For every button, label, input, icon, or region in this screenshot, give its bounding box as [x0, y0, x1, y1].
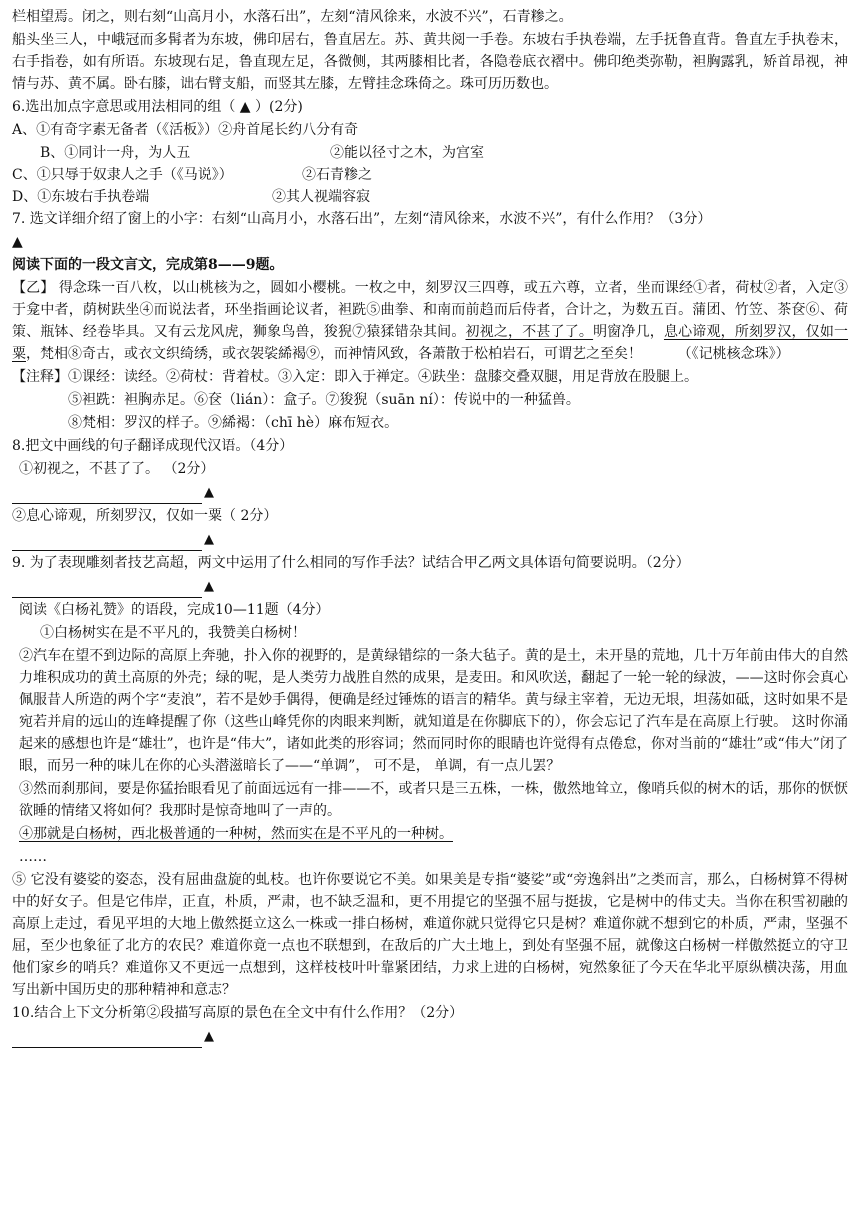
- underlined-sentence-3: ④那就是白杨树，西北极普通的一种树，然而实在是不平凡的一种树。: [19, 826, 453, 842]
- annotation-line-3: ⑧梵相：罗汉的样子。⑨絺褐：（chī hè）麻布短衣。: [68, 415, 399, 431]
- answer-blank[interactable]: [12, 489, 202, 504]
- section-c-para-3: ③然而刹那间，要是你猛抬眼看见了前面远远有一排——不，或者只是三五株，一株，傲然地耸立，像哨兵似的树木的话，那你的恹恹欲睡的情绪又将如何？我那时是惊奇地叫了一声的。: [19, 781, 848, 819]
- answer-marker: ▲: [204, 579, 214, 594]
- section-c-para-1: ①白杨树实在是不平凡的，我赞美白杨树！: [40, 625, 306, 641]
- q8-sentence-2: ②息心谛观，所刻罗汉，仅如一粟（ 2分）: [12, 508, 278, 524]
- section-b-text-a: 【乙】 得念珠一百八枚，以山桃核为之，圆如小樱桃。一枚之中，刻罗汉三四尊，或五六尊，立者，坐而课经①者，荷杖②者，入定③于龛中者，荫树趺坐④而说法者，环坐指画论议者，袒跣⑤曲拳、和南而前趋而后侍者，合计之，为数五百。蒲团、竹笠、茶奁⑥、荷策、瓶钵、经卷毕具。又有云龙风虎，狮象鸟兽，狻猊⑦猿猱错杂其间。: [12, 280, 848, 340]
- q10-answer-line: [12, 1025, 848, 1048]
- q8-stem: 8.把文中画线的句子翻译成现代汉语。（4分）: [12, 438, 294, 454]
- q6-option-c: [12, 164, 848, 186]
- q7-answer-marker: ▲: [12, 234, 23, 250]
- q7-stem: 7. 选文详细介绍了窗上的小字：右刻“山高月小，水落石出”，左刻“清风徐来，水波不兴”，有什么作用？（3分）: [12, 211, 712, 227]
- q6-option-c-1: C、①只辱于奴隶人之手（《马说》）: [12, 167, 233, 183]
- answer-marker: ▲: [204, 1029, 214, 1044]
- q9-answer-line: [12, 575, 848, 598]
- answer-blank[interactable]: [12, 583, 202, 598]
- underlined-sentence-1: 初视之，不甚了了。: [465, 324, 594, 340]
- q9-stem: 9. 为了表现雕刻者技艺高超，两文中运用了什么相同的写作手法？试结合甲乙两文具体语句简要说明。（2分）: [12, 555, 690, 571]
- section-c-para-2: ②汽车在望不到边际的高原上奔驰，扑入你的视野的，是黄绿错综的一条大毡子。黄的是土，未开垦的荒地，几十万年前由伟大的自然力堆积成功的黄土高原的外壳；绿的呢，是人类劳力战胜自然的成果，是麦田。和风吹送，翻起了一轮一轮的绿波，——这时你会真心佩服昔人所造的两个字“麦浪”，若不是妙手偶得，便确是经过锤炼的语言的精华。黄与绿主宰着，无边无垠，坦荡如砥，这时如果不是宛若并肩的远山的连峰提醒了你（这些山峰凭你的肉眼来判断，就知道是在你脚底下的），你会忘记了汽车是在高原上行驶。 这时你涌起来的感想也许是“雄壮”，也许是“伟大”，诸如此类的形容词；然而同时你的眼睛也许觉得有点倦怠，你对当前的“雄壮”或“伟大”闭了眼，而另一种的味儿在你的心头潜滋暗长了——“单调”， 可不是， 单调，有一点儿罢？: [19, 648, 848, 774]
- q6-stem: 6.选出加点字意思或用法相同的组（ ▲ ）(2分): [12, 99, 303, 115]
- section-b-heading: 阅读下面的一段文言文，完成第8——9题。: [12, 257, 284, 273]
- section-c-para-5: ⑤ 它没有婆娑的姿态，没有屈曲盘旋的虬枝。也许你要说它不美。如果美是专指“婆娑”或“旁逸斜出”之类而言，那么，白杨树算不得树中的好女子。但是它伟岸，正直，朴质，严肃，也不缺乏温和，更不用提它的坚强不屈与挺拔，它是树中的伟丈夫。当你在积雪初融的高原上走过，看见平坦的大地上傲然挺立这么一株或一排白杨树，难道你就只觉得它只是树？难道你就不想到它的朴质，严肃，坚强不屈，至少也象征了北方的农民？难道你竟一点也不联想到，在敌后的广大土地上，到处有坚强不屈，就像这白杨树一样傲然挺立的守卫他们家乡的哨兵？难道你又不更远一点想到，这样枝枝叶叶靠紧团结，力求上进的白杨树，宛然象征了今天在华北平原纵横决荡，用血写出新中国历史的那种精神和意志？: [12, 872, 848, 998]
- section-c-heading: 阅读《白杨礼赞》的语段，完成10—11题（4分）: [19, 602, 330, 618]
- section-b-passage: [12, 277, 848, 365]
- q6-option-d: [12, 186, 848, 208]
- section-b-text-b: 明窗净几，: [593, 324, 664, 340]
- underlined-sentence-2: 息心谛观，所刻罗汉，仅如一粟: [12, 324, 849, 362]
- annotation-line-2: ⑤袒跣：袒胸赤足。⑥奁（lián）：盒子。⑦狻猊（suān ní）：传说中的一种猛兽。: [68, 392, 580, 408]
- q8-answer-line-1: [12, 481, 848, 504]
- q6-option-b: [12, 142, 848, 164]
- passage-line-1: 栏相望焉。闭之，则右刻“山高月小，水落石出”，左刻“清风徐来，水波不兴”，石青糁之。: [12, 9, 573, 25]
- q10-stem: 10.结合上下文分析第②段描写高原的景色在全文中有什么作用？（2分）: [12, 1005, 464, 1021]
- q6-option-d-1: D、①东坡右手执卷端: [12, 189, 150, 205]
- q6-option-d-2: ②其人视端容寂: [272, 189, 370, 205]
- section-b-text-c: ，梵相⑧奇古，或衣文织绮绣，或衣袈裟絺褐⑨，而神情风致，各萧散于松柏岩石，可谓艺之至矣！: [26, 346, 642, 362]
- answer-blank[interactable]: [12, 536, 202, 551]
- q6-option-b-1: B、①同计一舟，为人五: [40, 145, 191, 161]
- section-c-para-4: [12, 823, 848, 845]
- section-c-ellipsis: ……: [19, 849, 47, 865]
- annotation-line-1: 【注释】①课经：读经。②荷杖：背着杖。③入定：即入于禅定。④趺坐：盘膝交叠双腿，用足背放在股腿上。: [12, 369, 698, 385]
- q8-sentence-1: ①初视之，不甚了了。 （2分）: [19, 461, 215, 477]
- answer-marker: ▲: [204, 485, 214, 500]
- q6-option-a: A、①有奇字素无备者（《活板》）②舟首尾长约八分有奇: [12, 122, 359, 138]
- passage-paragraph: 船头坐三人，中峨冠而多髯者为东坡，佛印居右，鲁直居左。苏、黄共阅一手卷。东坡右手执卷端，左手抚鲁直背。鲁直左手执卷末，右手指卷，如有所语。东坡现右足，鲁直现左足，各微侧，其两膝相比者，各隐卷底衣褶中。佛印绝类弥勒，袒胸露乳，矫首昂视，神情与苏、黄不属。卧右膝，诎右臂支船，而竖其左膝，左臂挂念珠倚之。珠可历历数也。: [12, 32, 848, 92]
- q6-option-b-2: ②能以径寸之木，为宫室: [330, 145, 484, 161]
- answer-marker: ▲: [204, 532, 214, 547]
- q6-option-c-2: ②石青糁之: [302, 167, 372, 183]
- answer-blank[interactable]: [12, 1033, 202, 1048]
- section-b-source: （《记桃核念珠》）: [677, 346, 790, 362]
- q8-answer-line-2: [12, 528, 848, 551]
